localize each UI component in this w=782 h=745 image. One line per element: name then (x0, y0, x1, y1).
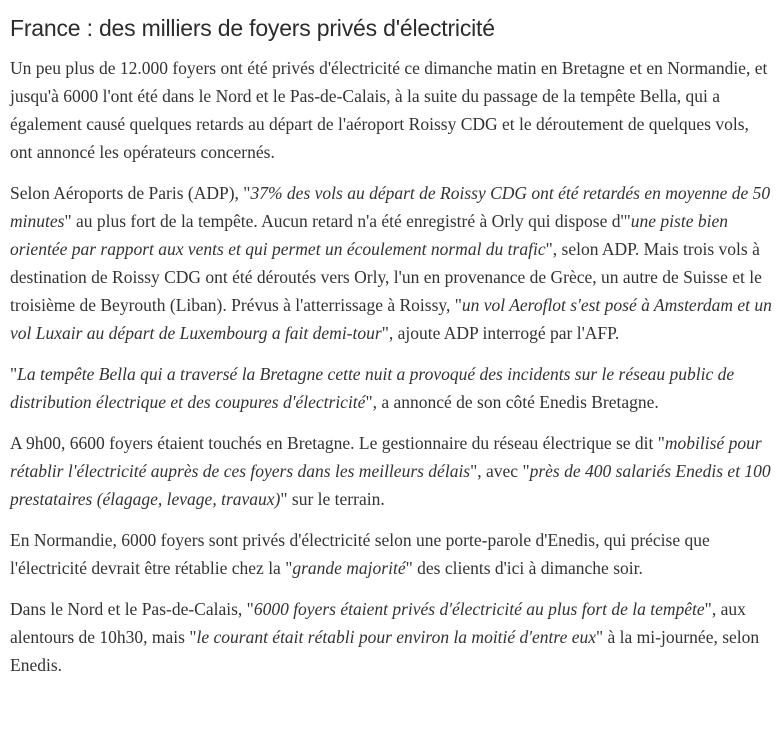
body-text: " des clients d'ici à dimanche soir. (405, 557, 643, 578)
quote-text: une piste bien orientée par rapport aux vents et qui permet un écoulement normal du trafic (10, 210, 728, 259)
body-text: ", a annoncé de son côté Enedis Bretagne. (365, 391, 659, 412)
quote-text: un vol Aeroflot s'est posé à Amsterdam et un vol Luxair au départ de Luxembourg a fait demi-tour (10, 294, 772, 343)
body-text: En Normandie, 6000 foyers sont privés d'électricité selon une porte-parole d'Enedis, qui précise que l'électricité devrait être rétablie chez la " (10, 529, 710, 578)
quote-text: grande majorité (292, 557, 406, 578)
body-text: ", ajoute ADP interrogé par l'AFP. (381, 322, 620, 343)
quote-text: La tempête Bella qui a traversé la Bretagne cette nuit a provoqué des incidents sur le réseau public de distribution électrique et des coupures d'électricité (10, 363, 735, 412)
quote-text: 37% des vols au départ de Roissy CDG ont été retardés en moyenne de 50 minutes (10, 182, 771, 231)
article-paragraph (10, 179, 773, 347)
article-paragraph (10, 360, 773, 416)
article-paragraph (10, 526, 773, 582)
body-text: A 9h00, 6600 foyers étaient touchés en Bretagne. Le gestionnaire du réseau électrique se dit " (10, 432, 665, 453)
quote-text: près de 400 salariés Enedis et 100 prestataires (élagage, levage, travaux) (10, 460, 771, 509)
body-text: ", avec " (470, 460, 530, 481)
quote-text: mobilisé pour rétablir l'électricité auprès de ces foyers dans les meilleurs délais (10, 432, 762, 481)
body-text: ", aux alentours de 10h30, mais " (10, 598, 746, 647)
article-title: France : des milliers de foyers privés d'électricité (10, 15, 495, 41)
article-paragraph (10, 54, 773, 166)
article-paragraph (10, 595, 773, 679)
body-text: " sur le terrain. (280, 488, 385, 509)
body-text: Un peu plus de 12.000 foyers ont été privés d'électricité ce dimanche matin en Bretagne et en Normandie, et jusqu'à 6000 l'ont été dans le Nord et le Pas-de-Calais, à la suite du passage de la tempête Bella, qui a également causé quelques retards au départ de l'aéroport Roissy CDG et le déroutement de quelques vols, ont annoncé les opérateurs concernés. (10, 57, 768, 162)
body-text: " (10, 363, 18, 384)
quote-text: 6000 foyers étaient privés d'électricité au plus fort de la tempête (253, 598, 705, 619)
body-text: " au plus fort de la tempête. Aucun retard n'a été enregistré à Orly qui dispose d'" (64, 210, 631, 231)
article-body (10, 54, 773, 679)
quote-text: le courant était rétabli pour environ la moitié d'entre eux (196, 626, 597, 647)
body-text: Dans le Nord et le Pas-de-Calais, " (10, 598, 254, 619)
article-paragraph (10, 429, 773, 513)
body-text: " à la mi-journée, selon Enedis. (10, 626, 760, 675)
body-text: Selon Aéroports de Paris (ADP), " (10, 182, 251, 203)
body-text: ", selon ADP. Mais trois vols à destination de Roissy CDG ont été déroutés vers Orly, l'un en provenance de Grèce, un autre de Suisse et le troisième de Beyrouth (Liban). Prévus à l'atterrissage à Roissy, " (10, 238, 762, 315)
